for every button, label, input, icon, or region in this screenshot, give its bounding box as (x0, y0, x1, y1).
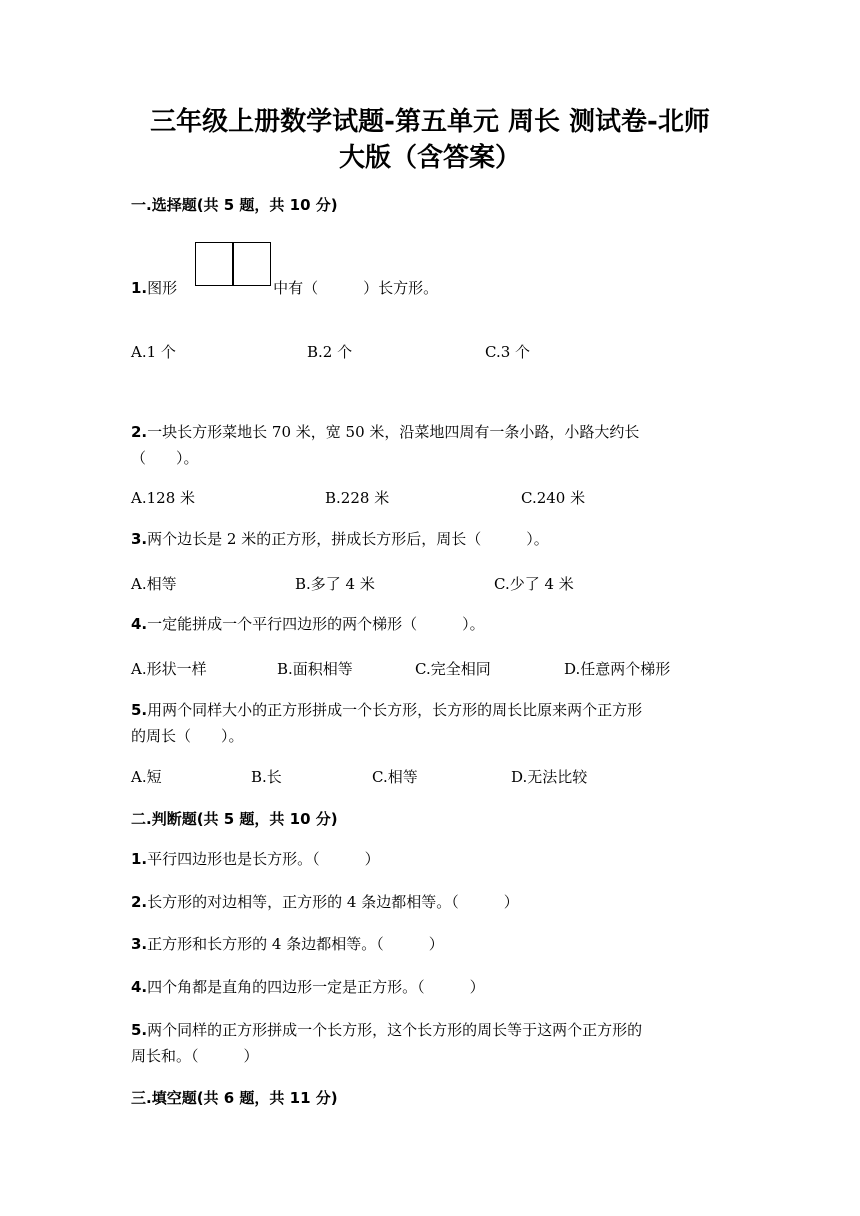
q2-option-a: A.128 米 (131, 489, 195, 507)
question-text: 平行四边形也是长方形。（ ） (147, 850, 380, 868)
judgement-5 (131, 1017, 731, 1069)
question-text-line1: 两个同样的正方形拼成一个长方形，这个长方形的周长等于这两个正方形的 (147, 1021, 643, 1039)
q5-option-b: B.长 (251, 768, 282, 786)
q5-option-c: C.相等 (372, 768, 418, 786)
question-number: 1. (131, 279, 148, 297)
judgement-4 (131, 974, 731, 1000)
judgement-3 (131, 931, 731, 957)
figure-divider (232, 243, 234, 285)
title-line-1: 三年级上册数学试题-第五单元 周长 测试卷-北师 (150, 107, 710, 137)
q1-option-a: A.1 个 (131, 343, 176, 361)
q4-option-d: D.任意两个梯形 (564, 660, 671, 678)
q1-option-c: C.3 个 (485, 343, 531, 361)
question-3 (131, 526, 731, 552)
question-2 (131, 419, 731, 471)
q1-option-b: B.2 个 (307, 343, 353, 361)
question-number: 3. (131, 530, 148, 548)
question-number: 4. (131, 615, 148, 633)
two-rectangle-figure (195, 242, 271, 286)
question-text: 正方形和长方形的 4 条边都相等。（ ） (147, 935, 444, 953)
judgement-2 (131, 889, 731, 915)
question-4 (131, 611, 731, 637)
question-number: 5. (131, 701, 148, 719)
judgement-1 (131, 846, 731, 872)
question-number: 3. (131, 935, 148, 953)
q4-option-c: C.完全相同 (415, 660, 491, 678)
question-text-line2: 的周长（ ）。 (131, 727, 244, 745)
q3-option-b: B.多了 4 米 (295, 575, 375, 593)
q5-option-d: D.无法比较 (511, 768, 588, 786)
q4-option-a: A.形状一样 (131, 660, 207, 678)
section-heading-choice: 一.选择题(共 5 题，共 10 分) (131, 196, 338, 214)
question-number: 5. (131, 1021, 148, 1039)
q2-option-c: C.240 米 (521, 489, 586, 507)
question-number: 2. (131, 893, 148, 911)
q2-option-b: B.228 米 (325, 489, 390, 507)
question-text: 四个角都是直角的四边形一定是正方形。（ ） (147, 978, 485, 996)
question-text-post: 中有（ ）长方形。 (273, 279, 439, 297)
question-text-line1: 用两个同样大小的正方形拼成一个长方形，长方形的周长比原来两个正方形 (147, 701, 643, 719)
q3-option-a: A.相等 (131, 575, 177, 593)
question-text-line1: 一块长方形菜地长 70 米，宽 50 米，沿菜地四周有一条小路，小路大约长 (147, 423, 640, 441)
question-number: 1. (131, 850, 148, 868)
q3-option-c: C.少了 4 米 (494, 575, 574, 593)
question-number: 4. (131, 978, 148, 996)
q5-option-a: A.短 (131, 768, 162, 786)
question-text: 一定能拼成一个平行四边形的两个梯形（ ）。 (147, 615, 485, 633)
question-text: 长方形的对边相等，正方形的 4 条边都相等。（ ） (147, 893, 519, 911)
question-number: 2. (131, 423, 148, 441)
question-5 (131, 697, 731, 749)
q4-option-b: B.面积相等 (277, 660, 353, 678)
title-line-2: 大版（含答案） (338, 143, 521, 173)
section-heading-judgement: 二.判断题(共 5 题，共 10 分) (131, 810, 338, 828)
question-text-line2: 周长和。（ ） (131, 1047, 259, 1065)
document-title (120, 104, 740, 176)
question-text: 两个边长是 2 米的正方形，拼成长方形后，周长（ ）。 (147, 530, 549, 548)
section-heading-fill-blank: 三.填空题(共 6 题，共 11 分) (131, 1089, 338, 1107)
question-text-pre: 图形 (147, 279, 178, 297)
question-text-line2: （ ）。 (131, 449, 199, 467)
